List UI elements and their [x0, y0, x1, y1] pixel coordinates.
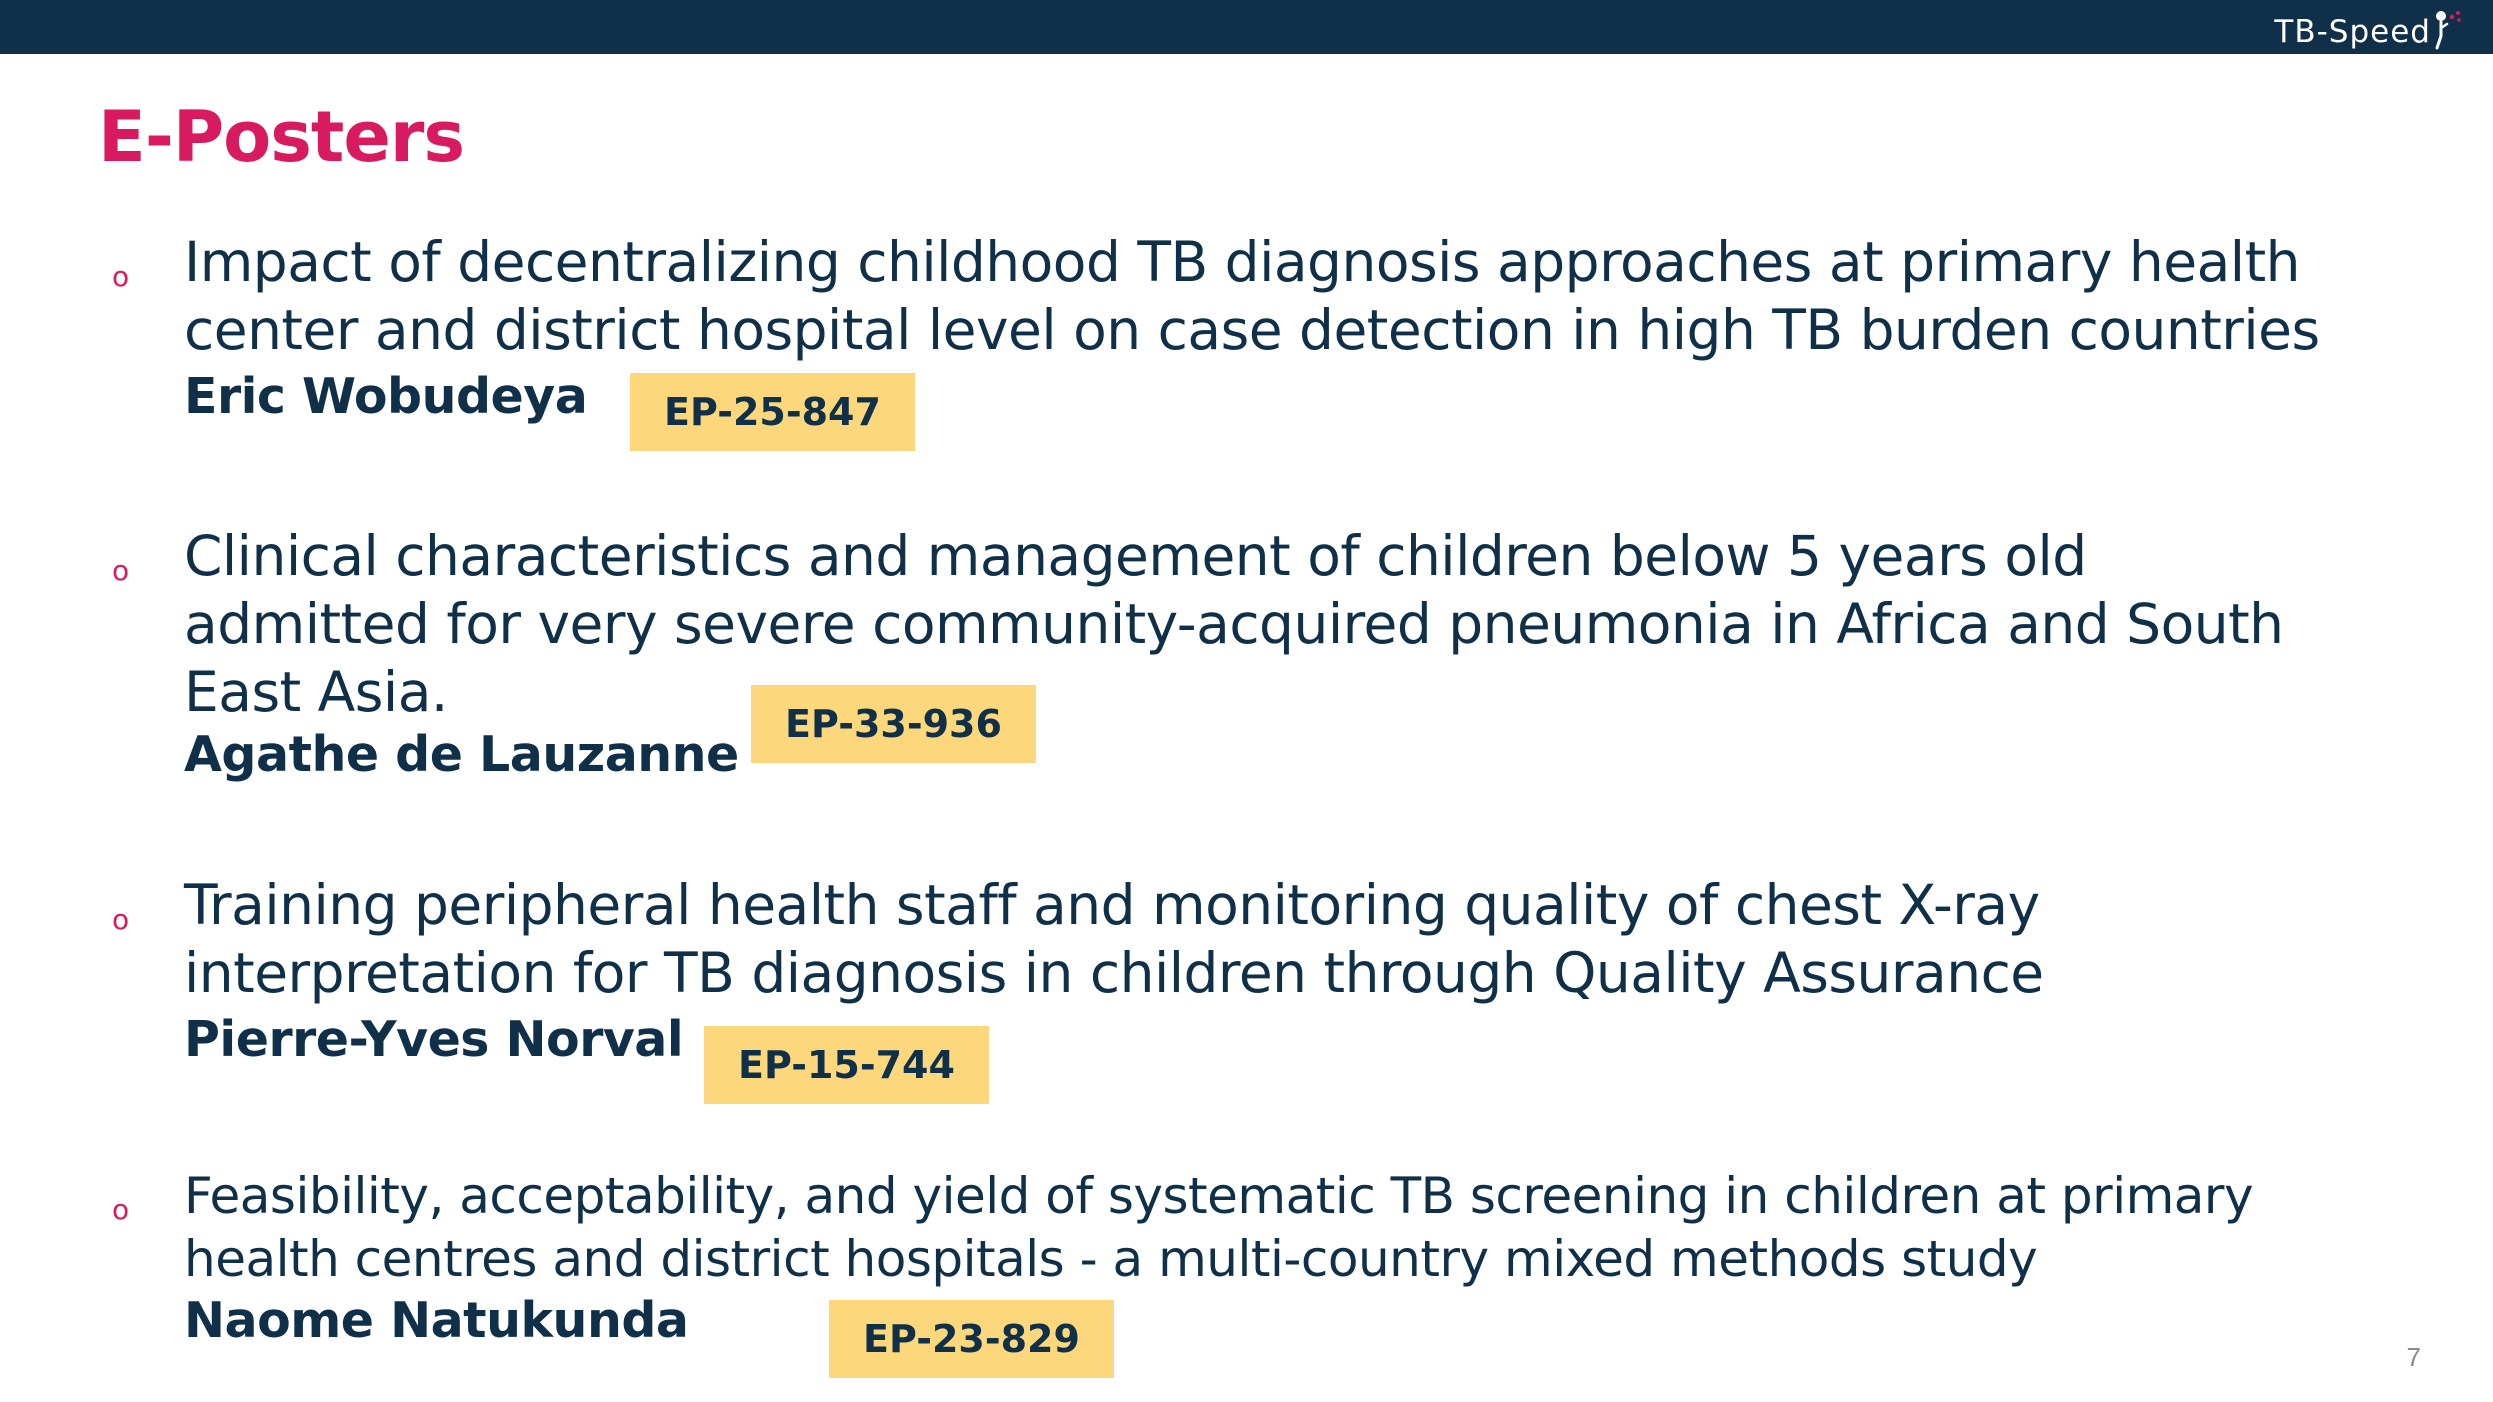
poster-title	[184, 522, 2284, 726]
brand-logo	[2274, 10, 2463, 50]
poster-code-badge: EP-15-744	[704, 1026, 989, 1104]
poster-title-line: Feasibility, acceptability, and yield of systematic TB screening in children at primary	[184, 1167, 2254, 1225]
poster-title-line: admitted for very severe community-acquired pneumonia in Africa and South	[184, 592, 2284, 656]
poster-title-line: Clinical characteristics and management of children below 5 years old	[184, 524, 2087, 588]
poster-title-line: East Asia.	[184, 660, 448, 724]
poster-code-badge: EP-33-936	[751, 685, 1036, 763]
poster-title	[184, 871, 2044, 1007]
poster-title-line: center and district hospital level on case detection in high TB burden countries	[184, 298, 2320, 362]
poster-author: Pierre-Yves Norval	[184, 1011, 684, 1068]
poster-title-line: Impact of decentralizing childhood TB diagnosis approaches at primary health	[184, 230, 2300, 294]
poster-title	[184, 228, 2320, 364]
poster-author: Naome Natukunda	[184, 1292, 689, 1349]
header-bar	[0, 0, 2493, 54]
bullet-circle-icon: o	[112, 554, 130, 587]
poster-title-line: interpretation for TB diagnosis in children through Quality Assurance	[184, 941, 2044, 1005]
poster-title-line: health centres and district hospitals - a multi-country mixed methods study	[184, 1230, 2038, 1288]
poster-title	[184, 1165, 2253, 1291]
page-number: 7	[2406, 1342, 2421, 1372]
bullet-circle-icon: o	[112, 1193, 130, 1226]
brand-text: TB-Speed	[2274, 14, 2431, 50]
poster-author: Agathe de Lauzanne	[184, 726, 739, 783]
page-title: E-Posters	[98, 96, 465, 178]
brand-figure-icon	[2433, 10, 2463, 50]
bullet-circle-icon: o	[112, 260, 130, 293]
poster-title-line: Training peripheral health staff and monitoring quality of chest X-ray	[184, 873, 2040, 937]
poster-code-badge: EP-23-829	[829, 1300, 1114, 1378]
bullet-circle-icon: o	[112, 903, 130, 936]
poster-code-badge: EP-25-847	[630, 373, 915, 451]
poster-author: Eric Wobudeya	[184, 368, 588, 425]
